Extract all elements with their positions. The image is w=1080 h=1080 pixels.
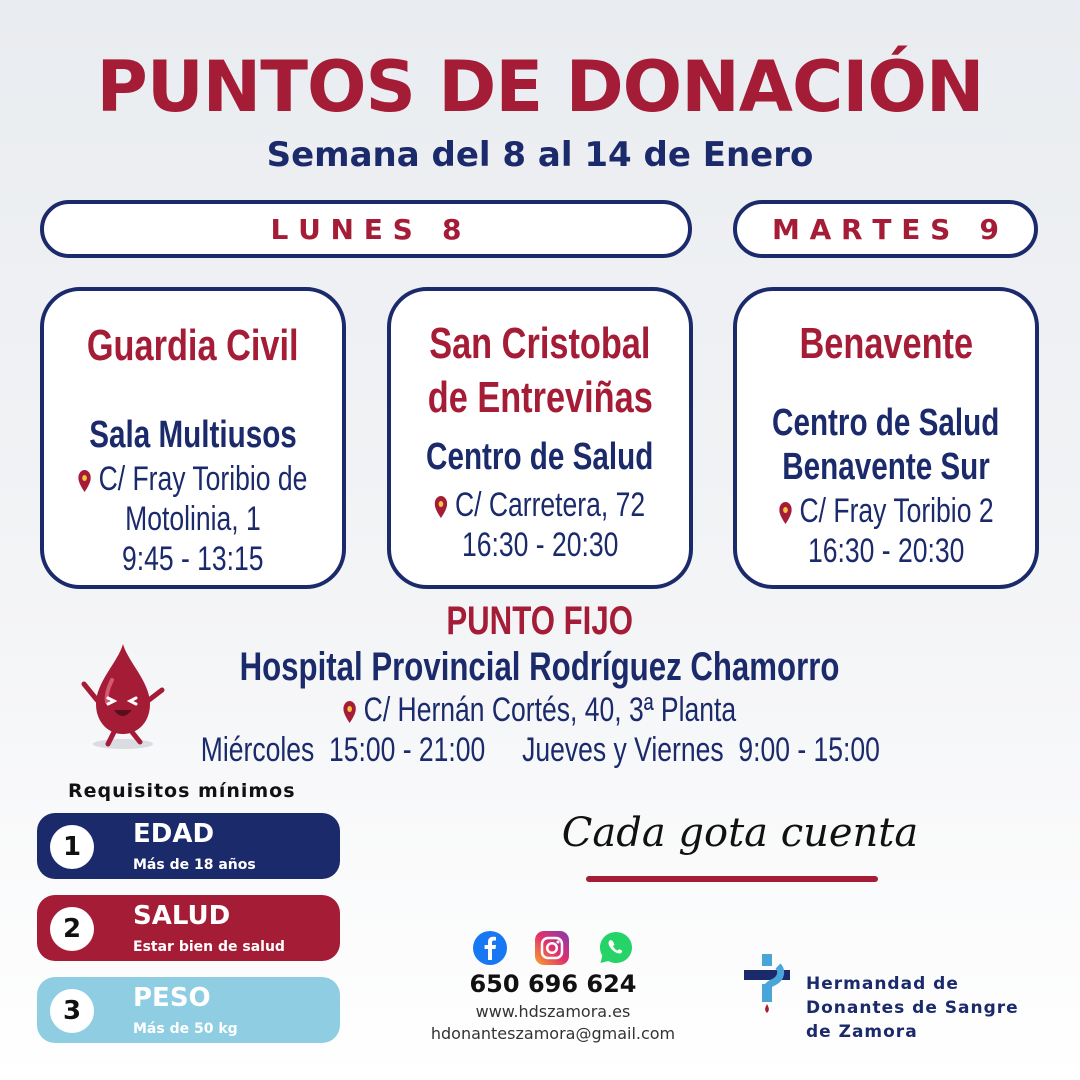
location-address-line1: C/ Fray Toribio de xyxy=(98,460,308,498)
location-card-san-cristobal xyxy=(387,287,693,589)
location-pin-icon xyxy=(78,470,90,492)
requirement-health xyxy=(37,895,340,961)
contact-email[interactable]: hdonanteszamora@gmail.com xyxy=(430,1024,676,1043)
requirement-weight xyxy=(37,977,340,1043)
fixed-point-section xyxy=(0,598,1080,770)
location-venue: Centro de Salud xyxy=(426,436,654,478)
location-city: Guardia Civil xyxy=(87,321,299,370)
requirement-age xyxy=(37,813,340,879)
location-city-line1: San Cristobal xyxy=(429,319,651,368)
requirement-desc: Más de 50 kg xyxy=(133,1021,238,1037)
location-pin-icon xyxy=(435,496,447,518)
requirement-title: PESO xyxy=(133,983,211,1013)
facebook-icon[interactable] xyxy=(472,930,508,966)
requirement-title: SALUD xyxy=(133,901,231,931)
requirement-desc: Más de 18 años xyxy=(133,857,256,873)
requirement-title: EDAD xyxy=(133,819,215,849)
location-hours: 16:30 - 20:30 xyxy=(807,532,965,570)
location-address-line2: Motolinia, 1 xyxy=(125,500,261,538)
location-hours: 16:30 - 20:30 xyxy=(461,526,619,564)
location-venue-line2: Benavente Sur xyxy=(782,446,990,488)
organization-name-line3: de Zamora xyxy=(806,1022,918,1042)
fixed-point-name: Hospital Provincial Rodríguez Chamorro xyxy=(240,645,840,689)
organization-name-line1: Hermandad de xyxy=(806,974,959,994)
location-card-guardia-civil xyxy=(40,287,346,589)
requirement-desc: Estar bien de salud xyxy=(133,939,285,955)
location-venue: Sala Multiusos xyxy=(89,414,297,456)
contact-phone[interactable]: 650 696 624 xyxy=(469,970,637,998)
fixed-point-address: C/ Hernán Cortés, 40, 3ª Planta xyxy=(363,691,737,729)
location-address: C/ Carretera, 72 xyxy=(455,486,646,524)
location-address: C/ Fray Toribio 2 xyxy=(799,492,994,530)
location-pin-icon xyxy=(779,502,791,524)
organization-name xyxy=(806,972,1019,1044)
location-hours: 9:45 - 13:15 xyxy=(122,540,264,578)
requirements-heading: Requisitos mínimos xyxy=(68,780,296,802)
slogan: Cada gota cuenta xyxy=(561,810,919,856)
day-pill-tuesday: M A R T E S 9 xyxy=(733,200,1038,258)
organization-logo-icon xyxy=(742,952,792,1014)
slogan-underline xyxy=(586,876,878,882)
fixed-point-schedule-1: Miércoles 15:00 - 21:00 xyxy=(200,731,485,769)
contact-website[interactable]: www.hdszamora.es xyxy=(475,1002,631,1021)
page-title: PUNTOS DE DONACIÓN xyxy=(96,46,984,128)
requirement-number: 2 xyxy=(50,907,94,951)
fixed-point-schedule-2: Jueves y Viernes 9:00 - 15:00 xyxy=(521,731,880,769)
requirement-number: 3 xyxy=(50,989,94,1033)
location-venue-line1: Centro de Salud xyxy=(772,402,1000,444)
organization-name-line2: Donantes de Sangre xyxy=(806,998,1019,1018)
location-pin-icon xyxy=(344,701,356,723)
location-city: Benavente xyxy=(799,319,973,368)
page-subtitle: Semana del 8 al 14 de Enero xyxy=(266,135,814,175)
requirement-number: 1 xyxy=(50,825,94,869)
location-city-line2: de Entreviñas xyxy=(427,373,653,422)
whatsapp-icon[interactable] xyxy=(598,930,634,966)
day-pill-monday: L U N E S 8 xyxy=(40,200,692,258)
location-card-benavente xyxy=(733,287,1039,589)
fixed-point-heading: PUNTO FIJO xyxy=(446,599,634,643)
instagram-icon[interactable] xyxy=(534,930,570,966)
